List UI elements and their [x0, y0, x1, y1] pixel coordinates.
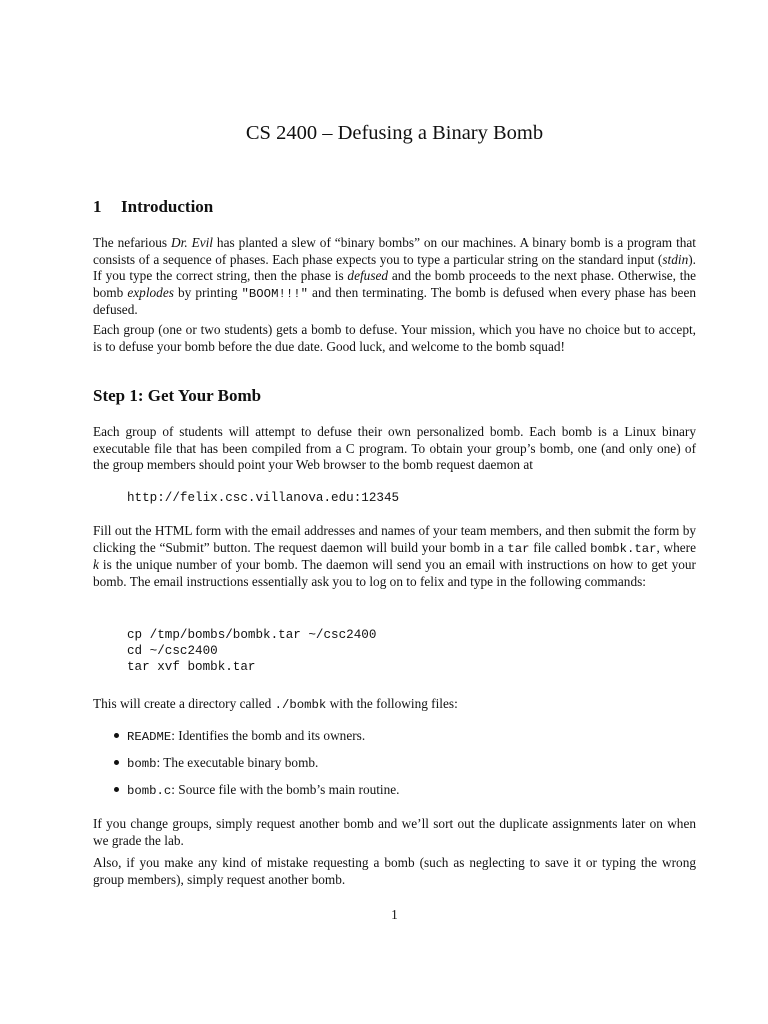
bomb-request-url: http://felix.csc.villanova.edu:12345 — [127, 491, 400, 505]
text-run: is the unique number of your bomb. The daemon will send you an email with instructions on how to get your bomb. The email instructions essentially ask you to log on to felix and type in the following commands: — [93, 557, 696, 589]
directory-code: ./bombk — [274, 698, 327, 712]
bullet-icon — [114, 787, 119, 792]
section-heading-introduction — [93, 197, 213, 217]
tar-code: tar — [507, 541, 530, 556]
step1-paragraph-3 — [93, 696, 696, 714]
file-description: : The executable binary bomb. — [156, 755, 319, 770]
text-run: has planted a slew of “binary bombs” on our machines. A binary bomb is a program that consists of a sequence of phases. Each phase expects you to type a particular string on the standard input ( — [93, 235, 697, 267]
text-run: , where — [656, 539, 696, 555]
intro-paragraph-1 — [93, 235, 696, 319]
bullet-icon — [114, 760, 119, 765]
text-run: by printing — [173, 284, 242, 300]
defused-emphasis: defused — [347, 268, 389, 284]
list-item — [93, 728, 696, 755]
file-list — [93, 728, 696, 809]
step1-paragraph-1: Each group of students will attempt to defuse their own personalized bomb. Each bomb is a Linux binary executable file that has been compiled from a C program. To obtain your group’s bomb, one (and only one) of the group members should point your Web browser to the bomb request daemon at — [93, 424, 696, 473]
text-run: and then terminating. The bomb is defused when every phase has been defused. — [93, 284, 696, 318]
step1-paragraph-5: Also, if you make any kind of mistake requesting a bomb (such as neglecting to save it or typing the wrong group members), simply request another bomb. — [93, 855, 696, 887]
file-description: : Source file with the bomb’s main routine. — [171, 782, 400, 797]
list-item — [93, 755, 696, 782]
intro-paragraph-2: Each group (one or two students) gets a bomb to defuse. Your mission, which you have no choice but to accept, is to defuse your bomb before the due date. Good luck, and welcome to the bomb squad! — [93, 322, 696, 354]
step1-paragraph-2 — [93, 523, 696, 590]
command-line-1: cp /tmp/bombs/bombk.tar ~/csc2400 — [127, 628, 377, 642]
explodes-emphasis: explodes — [127, 284, 174, 300]
page-number: 1 — [391, 907, 398, 922]
list-item — [93, 782, 696, 809]
file-name: README — [127, 730, 172, 744]
section-title: Introduction — [121, 197, 214, 216]
section-heading-step1: Step 1: Get Your Bomb — [93, 386, 262, 405]
boom-code: "BOOM!!!" — [241, 286, 308, 301]
stdin-emphasis: stdin — [662, 251, 689, 267]
bullet-icon — [114, 733, 119, 738]
command-line-3: tar xvf bombk.tar — [127, 660, 256, 674]
text-run: with the following files: — [326, 696, 458, 711]
dr-evil-emphasis: Dr. Evil — [171, 235, 213, 250]
text-run: Fill out the HTML form with the email addresses and names of your team members, and then submit the form by clicking the “Submit” button. The request daemon will build your bomb in a — [93, 523, 696, 555]
step1-paragraph-4: If you change groups, simply request another bomb and we’ll sort out the duplicate assignments later on when we grade the lab. — [93, 816, 696, 848]
text-run: and the bomb proceeds to the next phase. Otherwise, the bomb — [93, 268, 697, 300]
text-run: The nefarious — [93, 235, 172, 250]
file-name: bomb.c — [127, 784, 172, 798]
file-name: bomb — [127, 757, 157, 771]
bombk-tar-code: bombk.tar — [590, 541, 657, 556]
text-run: ). If you type the correct string, then the phase is — [93, 251, 696, 284]
document-title: CS 2400 – Defusing a Binary Bomb — [245, 122, 544, 144]
command-line-2: cd ~/csc2400 — [127, 644, 218, 658]
section-number: 1 — [93, 197, 102, 216]
file-description: : Identifies the bomb and its owners. — [171, 728, 366, 743]
text-run: file called — [529, 539, 591, 555]
text-run: This will create a directory called — [93, 696, 275, 711]
k-variable: k — [93, 557, 99, 573]
